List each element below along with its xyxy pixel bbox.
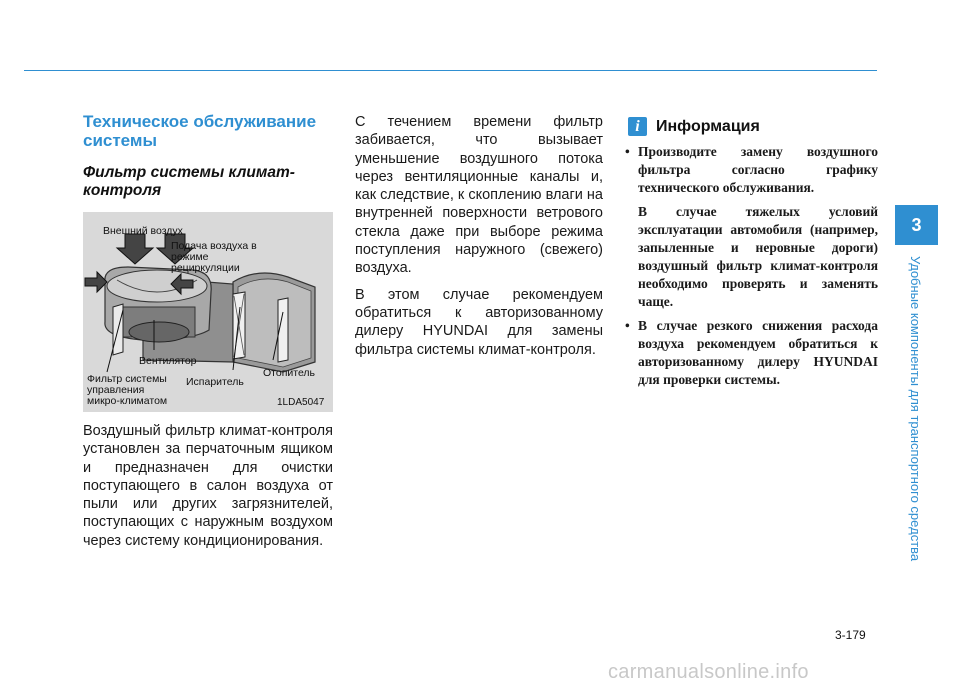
info-header (623, 117, 878, 136)
chapter-title: Удобные компоненты для транспортного средства (908, 256, 923, 562)
paragraph-dealer: В этом случае рекомендуем обратиться к авторизованному дилеру HYUNDAI для замены фильтра системы климат-контроля. (355, 286, 603, 358)
filter-description: Воздушный фильтр климат-контроля установлен за перчаточным ящиком и предназначен для очистки поступающего в салон воздуха от пыли или других загрязнителей, поступающих с наружным воздухом через систему кондиционирования. (83, 423, 333, 549)
left-column (83, 112, 333, 550)
info-title: Информация (656, 117, 760, 135)
watermark: carmanualsonline.info (608, 661, 809, 683)
chapter-tab: 3 (895, 205, 938, 245)
info-section (623, 117, 878, 389)
label-cabin-filter: Фильтр системы управления микро-климатом (87, 373, 168, 407)
label-heater: Отопитель (263, 367, 316, 379)
info-list (623, 143, 878, 389)
middle-column (355, 113, 603, 359)
info-item-text: • Производите замену воздушного фильтра согласно графику технического обслуживания. (638, 144, 878, 195)
paragraph-clogging: С течением времени фильтр забивается, что вызывает уменьшение воздушного потока через вентиляционные каналы и, как следствие, к скоплению влаги на внутренней поверхности ветрового стекла даже при выборе режима поступления наружного (свежего) воздуха. (355, 114, 603, 277)
info-item-text: В случае тяжелых условий эксплуатации автомобиля (например, запыленные и неровные дороги) воздушный фильтр климат-контроля необходимо проверять и заменять чаще. (638, 204, 878, 309)
page-number: 3-179 (835, 628, 866, 642)
subsection-title: Фильтр системы климат-контроля (83, 164, 295, 199)
hvac-diagram (83, 212, 333, 412)
figure-code: 1LDA5047 (277, 397, 325, 408)
info-item (623, 317, 878, 389)
label-recirculation: Подача воздуха в режиме рециркуляции (171, 240, 257, 274)
info-item (623, 143, 878, 311)
info-item-text: • В случае резкого снижения расхода воздуха рекомендуем обратиться к авторизованному дилеру HYUNDAI для проверки системы. (638, 318, 878, 387)
section-title: Техническое обслуживание системы (83, 112, 317, 150)
label-blower: Вентилятор (139, 355, 197, 367)
info-icon: i (628, 117, 647, 136)
top-rule (24, 70, 877, 71)
label-outside-air: Внешний воздух (103, 225, 183, 237)
label-evaporator: Испаритель (186, 376, 244, 388)
